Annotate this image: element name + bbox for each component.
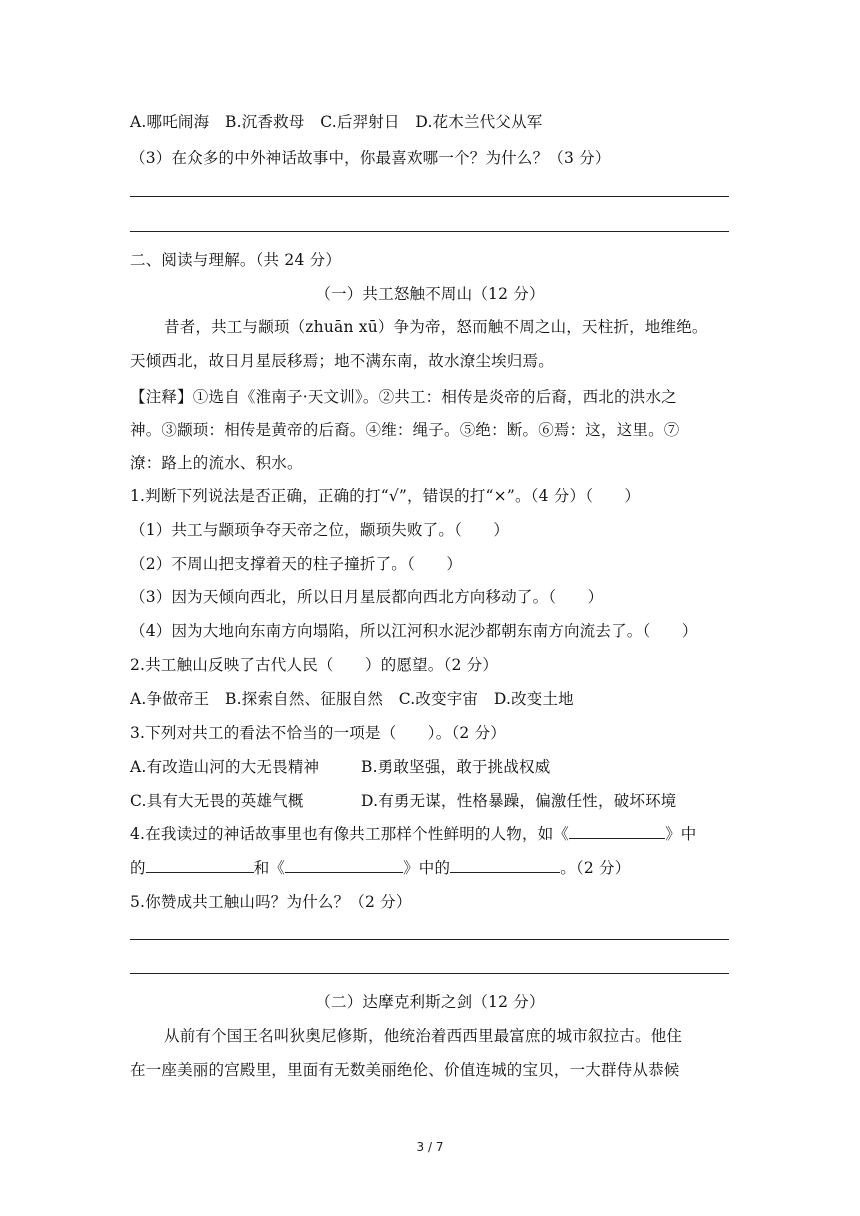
question-3: 3.下列对共工的看法不恰当的一项是（ ）。（2 分）	[130, 724, 506, 742]
question-3-option-c: C.具有大无畏的英雄气概	[130, 792, 304, 810]
question-2-options: A.争做帝王 B.探索自然、征服自然 C.改变宇宙 D.改变土地	[130, 690, 574, 708]
note-line: 【注释】①选自《淮南子·天文训》。②共工：相传是炎帝的后裔，西北的洪水之	[130, 388, 677, 406]
question-4-line2	[130, 856, 630, 878]
note-line: 神。③颛顼：相传是黄帝的后裔。④维：绳子。⑤绝：断。⑥焉：这，这里。⑦	[130, 421, 680, 439]
question-4-text: 的	[130, 859, 146, 877]
question-4-line1	[130, 822, 697, 844]
passage1-line: 昔者，共工与颛顼（zhuān xū）争为帝，怒而触不周之山，天柱折，地维绝。	[164, 318, 708, 336]
question-4-text: 4.在我读过的神话故事里也有像共工那样个性鲜明的人物，如《	[130, 825, 570, 843]
note-line: 潦：路上的流水、积水。	[130, 454, 303, 472]
passage2-line: 在一座美丽的宫殿里，里面有无数美丽绝伦、价值连城的宝贝，一大群侍从恭候	[130, 1061, 680, 1079]
fill-blank[interactable]	[285, 857, 403, 873]
answer-line	[130, 231, 729, 232]
passage2-title: （二）达摩克利斯之剑（12 分）	[315, 993, 545, 1011]
question-3-option-a: A.有改造山河的大无畏精神	[130, 758, 320, 776]
passage1-title: （一）共工怒触不周山（12 分）	[315, 285, 545, 303]
question-1-item: （2）不周山把支撑着天的柱子撞折了。（ ）	[130, 555, 463, 573]
fill-blank[interactable]	[146, 857, 254, 873]
question-1-item: （1）共工与颛顼争夺天帝之位，颛顼失败了。（ ）	[130, 521, 510, 539]
page-number: 3 / 7	[416, 1140, 444, 1154]
question-3-option-d: D.有勇无谋，性格暴躁，偏激任性，破坏环境	[361, 792, 677, 810]
passage2-line: 从前有个国王名叫狄奥尼修斯，他统治着西西里最富庶的城市叙拉古。他住	[164, 1027, 683, 1045]
q3-question-top: （3）在众多的中外神话故事中，你最喜欢哪一个？为什么？（3 分）	[130, 149, 611, 167]
answer-line	[130, 196, 729, 197]
section-heading: 二、阅读与理解。（共 24 分）	[130, 251, 342, 269]
question-2: 2.共工触山反映了古代人民（ ）的愿望。（2 分）	[130, 656, 499, 674]
question-3-option-b: B.勇敢坚强，敢于挑战权威	[361, 758, 551, 776]
fill-blank[interactable]	[450, 857, 560, 873]
question-5: 5.你赞成共工触山吗？为什么？（2 分）	[130, 893, 412, 911]
q2-options-top: A.哪吒闹海 B.沉香救母 C.后羿射日 D.花木兰代父从军	[130, 113, 543, 131]
question-1-item: （4）因为大地向东南方向塌陷，所以江河积水泥沙都朝东南方向流去了。（ ）	[130, 622, 698, 640]
answer-line	[130, 939, 729, 940]
answer-line	[130, 973, 729, 974]
question-4-text: 》中的	[403, 859, 451, 877]
question-4-text: 和《	[253, 859, 286, 877]
question-4-text: 。（2 分）	[560, 859, 631, 877]
question-1: 1.判断下列说法是否正确，正确的打“√”，错误的打“×”。（4 分）（ ）	[130, 487, 641, 505]
question-4-text: 》中	[665, 825, 697, 843]
fill-blank[interactable]	[569, 823, 665, 839]
passage1-line: 天倾西北，故日月星辰移焉；地不满东南，故水潦尘埃归焉。	[130, 352, 554, 370]
question-1-item: （3）因为天倾向西北，所以日月星辰都向西北方向移动了。（ ）	[130, 588, 604, 606]
